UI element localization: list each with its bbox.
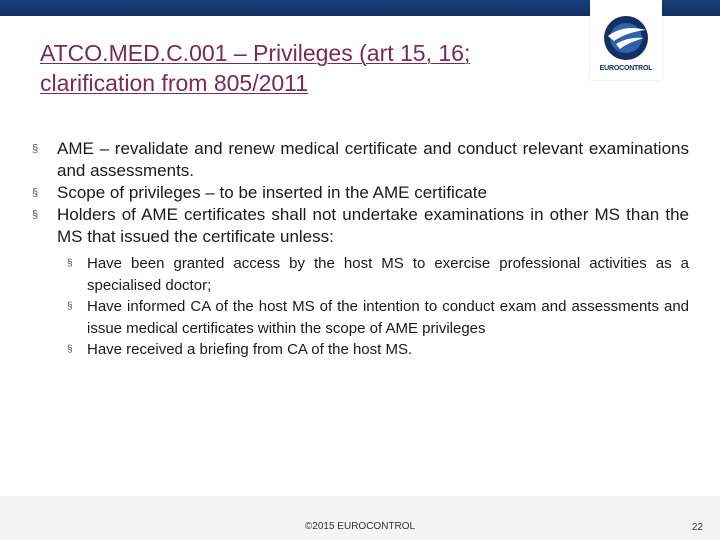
- bullet-icon: §: [67, 301, 73, 312]
- sub-bullet-list: [57, 253, 689, 361]
- bullet-icon: §: [32, 143, 39, 155]
- list-item: [32, 204, 689, 361]
- bullet-text: Scope of privileges – to be inserted in the AME certificate: [57, 183, 487, 202]
- sub-bullet-text: Have received a briefing from CA of the host MS.: [87, 341, 413, 358]
- footer: [0, 496, 720, 540]
- footer-copyright: ©2015 EUROCONTROL: [304, 521, 416, 532]
- logo-text: EUROCONTROL: [599, 65, 653, 72]
- bullet-icon: §: [67, 344, 73, 355]
- bullet-text: Holders of AME certificates shall not undertake examinations in other MS than the MS that issued the certificate unless:: [57, 205, 689, 246]
- sub-list-item: [57, 339, 689, 361]
- title-line-1: ATCO.MED.C.001 – Privileges (art 15, 16;: [40, 40, 471, 66]
- page-title: [40, 38, 580, 98]
- sub-bullet-text: Have informed CA of the host MS of the intention to conduct exam and assessments and issue medical certificates within the scope of AME privileges: [87, 298, 689, 337]
- bullet-icon: §: [32, 209, 39, 221]
- list-item: [32, 138, 689, 182]
- bullet-icon: §: [67, 258, 73, 269]
- title-line-2: clarification from 805/2011: [40, 70, 309, 96]
- bullet-list: [32, 138, 689, 361]
- eurocontrol-emblem-icon: [600, 14, 652, 62]
- bullet-icon: §: [32, 187, 39, 199]
- eurocontrol-logo: [590, 0, 662, 80]
- bullet-text: AME – revalidate and renew medical certificate and conduct relevant examinations and assessments.: [57, 139, 689, 180]
- list-item: [32, 182, 689, 204]
- sub-list-item: [57, 253, 689, 296]
- page-number: 22: [691, 522, 703, 533]
- sub-list-item: [57, 296, 689, 339]
- sub-bullet-text: Have been granted access by the host MS to exercise professional activities as a specialised doctor;: [87, 255, 689, 294]
